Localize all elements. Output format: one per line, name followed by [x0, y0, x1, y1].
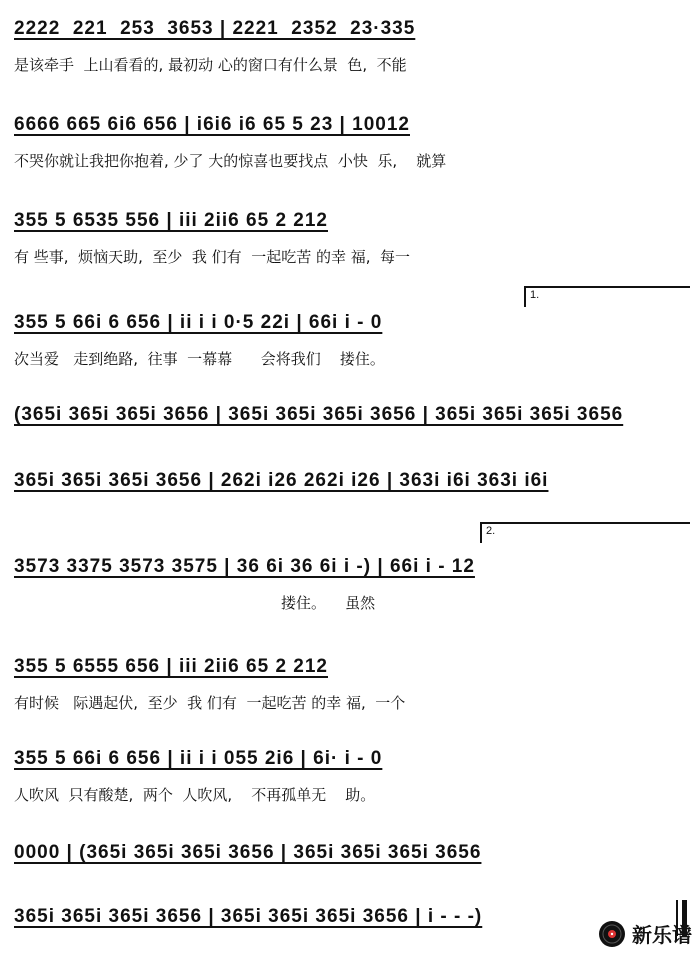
lyrics-line: 有 些事, 烦恼天助, 至少 我 们有 一起吃苦 的幸 福, 每一 — [14, 248, 411, 266]
volta-bracket-1 — [524, 286, 690, 307]
notes-line: 365i 365i 365i 3656 | 365i 365i 365i 3656 | i - - -) — [14, 906, 483, 927]
volta-label: 2. — [486, 525, 496, 537]
lyrics-line: 搂住。 虽然 — [14, 594, 376, 612]
notes-line: 0000 | (365i 365i 365i 3656 | 365i 365i 365i 3656 — [14, 842, 482, 863]
lyrics-line: 次当爱 走到绝路, 往事 一幕幕 会将我们 搂住。 — [14, 350, 385, 368]
notes-line: 6666 665 6i6 656 | i6i6 i6 65 5 23 | 10012 — [14, 114, 410, 135]
notes-line: 355 5 6555 656 | iii 2ii6 65 2 212 — [14, 656, 328, 677]
notes-line: 355 5 6535 556 | iii 2ii6 65 2 212 — [14, 210, 328, 231]
notes-line: (365i 365i 365i 3656 | 365i 365i 365i 3656 | 365i 365i 365i 3656 — [14, 404, 624, 425]
lyrics-line: 有时候 际遇起伏, 至少 我 们有 一起吃苦 的幸 福, 一个 — [14, 694, 406, 712]
lyrics-line: 不哭你就让我把你抱着, 少了 大的惊喜也要找点 小快 乐, 就算 — [14, 152, 447, 170]
volta-bracket-2 — [480, 522, 690, 543]
lyrics-line: 人吹风 只有酸楚, 两个 人吹风, 不再孤单无 助。 — [14, 786, 376, 804]
notes-line: 355 5 66i 6 656 | ii i i 055 2i6 | 6i· i - 0 — [14, 748, 383, 769]
notes-line: 355 5 66i 6 656 | ii i i 0·5 22i | 66i i - 0 — [14, 312, 383, 333]
volta-label: 1. — [530, 289, 540, 301]
notes-line: 2222 221 253 3653 | 2221 2352 23·335 — [14, 18, 416, 39]
logo-text: 新乐谱 — [632, 923, 692, 947]
lyrics-line: 是该牵手 上山看看的, 最初动 心的窗口有什么景 色, 不能 — [14, 56, 407, 74]
site-logo — [598, 919, 692, 948]
record-disc-icon — [598, 920, 626, 948]
notes-line: 3573 3375 3573 3575 | 36 6i 36 6i i -) | 66i i - 12 — [14, 556, 475, 577]
notes-line: 365i 365i 365i 3656 | 262i i26 262i i26 | 363i i6i 363i i6i — [14, 470, 549, 491]
